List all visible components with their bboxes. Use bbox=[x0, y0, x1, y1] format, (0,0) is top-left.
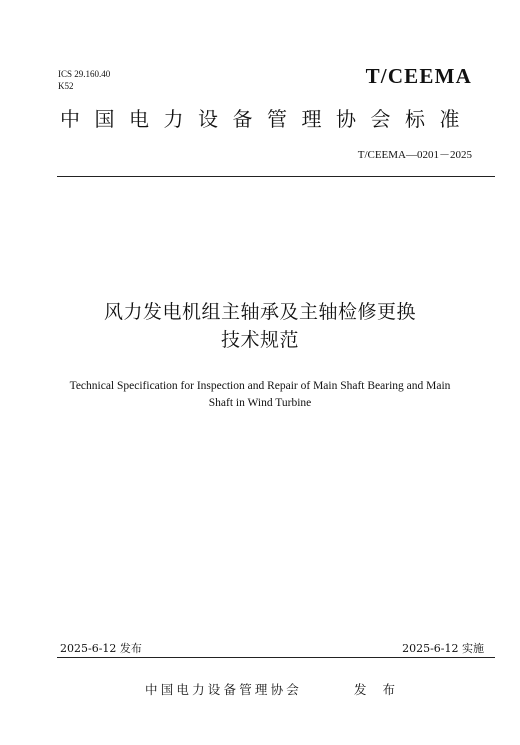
english-title-line2: Shaft in Wind Turbine bbox=[208, 397, 312, 409]
organization-standard-title: 中国电力设备管理协会标准 bbox=[60, 107, 474, 131]
footer-divider bbox=[57, 657, 495, 658]
ccs-code: K52 bbox=[58, 81, 74, 91]
publish-label: 发 布 bbox=[354, 682, 401, 697]
implementation-date: 2025-6-12 实施 bbox=[402, 642, 484, 655]
english-title bbox=[0, 378, 520, 412]
issue-date: 2025-6-12 发布 bbox=[60, 642, 142, 655]
chinese-title-line2: 技术规范 bbox=[220, 329, 299, 351]
publisher-name: 中国电力设备管理协会 bbox=[145, 682, 303, 697]
standard-series-code: T/CEEMA bbox=[365, 64, 472, 88]
standard-number: T/CEEMA—0201－2025 bbox=[357, 149, 472, 161]
chinese-title-line1: 风力发电机组主轴承及主轴检修更换 bbox=[103, 301, 416, 323]
chinese-title bbox=[0, 298, 520, 354]
english-title-line1: Technical Specification for Inspection and Repair of Main Shaft Bearing and Main bbox=[69, 380, 451, 392]
ics-code: ICS 29.160.40 bbox=[58, 69, 111, 79]
classification-codes bbox=[58, 68, 110, 92]
header-divider bbox=[57, 176, 495, 177]
